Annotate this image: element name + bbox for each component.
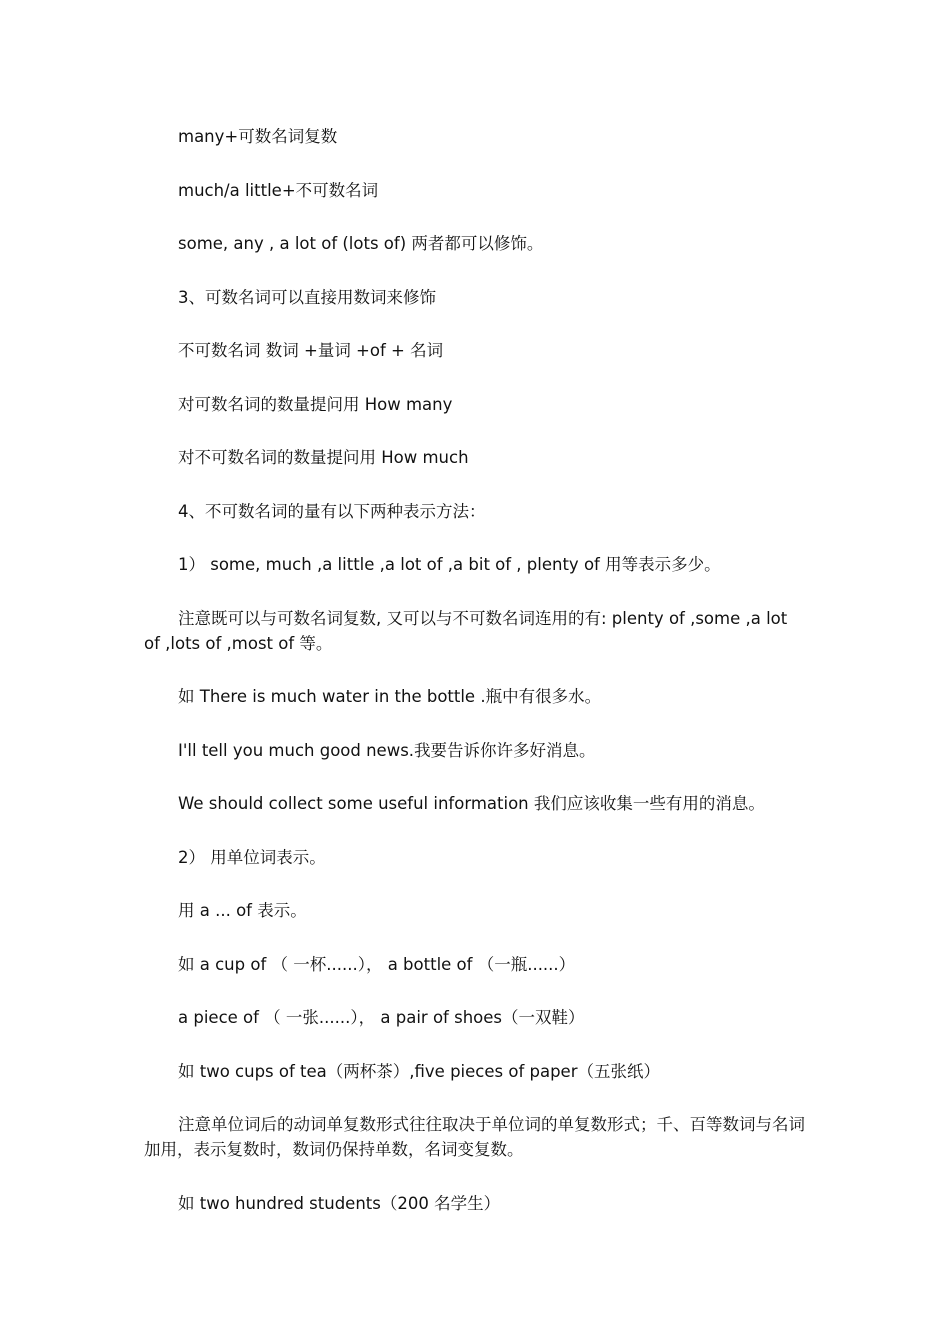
- paragraph-12: I'll tell you much good news.我要告诉你许多好消息。: [178, 740, 596, 760]
- paragraph-20: 如 two hundred students（200 名学生）: [178, 1193, 501, 1213]
- paragraph-19: 注意单位词后的动词单复数形式往往取决于单位词的单复数形式；千、百等数词与名词加用，表示复数时，数词仍保持单数，名词变复数。: [144, 1115, 805, 1159]
- paragraph-5: 不可数名词 数词 +量词 +of + 名词: [178, 341, 444, 360]
- paragraph-8: 4、不可数名词的量有以下两种表示方法：: [178, 501, 486, 521]
- paragraph-9: 1） some, much ,a little ,a lot of ,a bit of , plenty of 用等表示多少。: [178, 555, 721, 574]
- paragraph-14: 2） 用单位词表示。: [178, 847, 326, 867]
- document-body: [144, 124, 808, 1244]
- paragraph-17: a piece of （ 一张......）， a pair of shoes（一双鞋）: [178, 1008, 585, 1027]
- paragraph-3: some, any , a lot of (lots of) 两者都可以修饰。: [178, 234, 544, 253]
- paragraph-4: 3、可数名词可以直接用数词来修饰: [178, 287, 436, 307]
- paragraph-10: 注意既可以与可数名词复数, 又可以与不可数名词连用的有: plenty of ,some ,a lot of ,lots of ,most of 等。: [144, 608, 788, 653]
- paragraph-13: We should collect some useful information 我们应该收集一些有用的消息。: [178, 794, 765, 813]
- paragraph-2: much/a little+不可数名词: [178, 180, 379, 200]
- paragraph-7: 对不可数名词的数量提问用 How much: [178, 448, 469, 467]
- paragraph-15: 用 a ... of 表示。: [178, 901, 307, 920]
- paragraph-16: 如 a cup of （ 一杯......）， a bottle of （一瓶......）: [178, 954, 576, 974]
- paragraph-18: 如 two cups of tea（两杯茶）,five pieces of paper（五张纸）: [178, 1061, 660, 1081]
- paragraph-11: 如 There is much water in the bottle .瓶中有很多水。: [178, 687, 602, 706]
- paragraph-6: 对可数名词的数量提问用 How many: [178, 394, 453, 414]
- paragraph-1: many+可数名词复数: [178, 127, 338, 146]
